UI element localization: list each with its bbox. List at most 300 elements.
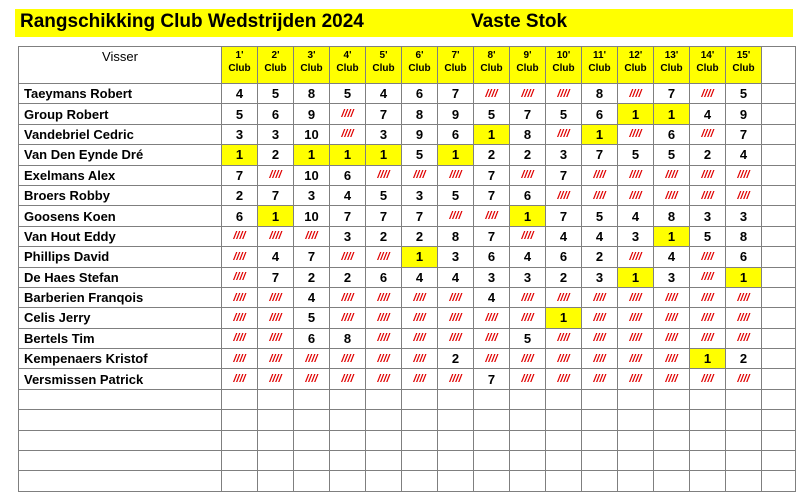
empty-cell [258,430,294,450]
score-cell: 3 [222,124,258,144]
score-cell: 8 [294,84,330,104]
score-cell: 5 [726,84,762,104]
empty-cell [762,430,796,450]
score-cell: 5 [402,145,438,165]
round-number: 3' [307,50,316,61]
header-round-8 [474,47,510,84]
round-number: 13' [664,50,679,61]
empty-cell [582,430,618,450]
score-cell: //// [618,165,654,185]
empty-cell [690,389,726,409]
empty-cell [402,471,438,491]
score-cell: 7 [546,165,582,185]
score-cell: //// [258,349,294,369]
score-cell: //// [402,308,438,328]
score-cell: //// [474,84,510,104]
round-number: 4' [343,50,352,61]
score-cell: //// [330,247,366,267]
empty-cell [546,451,582,471]
score-cell: 7 [546,206,582,226]
empty-cell [258,471,294,491]
angler-name: Exelmans Alex [19,165,222,185]
empty-cell [510,389,546,409]
score-cell: 5 [690,226,726,246]
angler-name: Vandebriel Cedric [19,124,222,144]
empty-cell [474,451,510,471]
score-cell: 5 [438,185,474,205]
score-cell: //// [222,328,258,348]
score-cell: //// [222,226,258,246]
score-cell: 5 [366,185,402,205]
score-cell: 2 [510,145,546,165]
angler-name: Van Hout Eddy [19,226,222,246]
score-cell: 1 [726,267,762,287]
score-cell: 8 [582,84,618,104]
empty-cell [690,430,726,450]
angler-name: Celis Jerry [19,308,222,328]
empty-name-cell [19,451,222,471]
empty-row [19,389,796,409]
empty-cell [366,389,402,409]
empty-cell [690,471,726,491]
header-round-2 [258,47,294,84]
score-cell: 2 [330,267,366,287]
round-label: Club [228,63,251,74]
score-cell: 5 [474,104,510,124]
score-cell: //// [438,206,474,226]
round-label: Club [444,63,467,74]
score-cell: 7 [726,124,762,144]
score-cell: //// [510,369,546,389]
round-label: Club [372,63,395,74]
round-label: Club [660,63,683,74]
empty-cell [222,410,258,430]
table-row [19,369,796,389]
score-cell: 7 [366,104,402,124]
score-cell: //// [474,206,510,226]
score-cell: 3 [510,267,546,287]
angler-name: De Haes Stefan [19,267,222,287]
score-cell: //// [510,165,546,185]
score-cell: //// [546,124,582,144]
header-round-3 [294,47,330,84]
score-cell: 2 [402,226,438,246]
score-cell: //// [222,267,258,287]
empty-cell [510,410,546,430]
empty-cell [654,430,690,450]
score-cell: 1 [618,104,654,124]
empty-cell [546,389,582,409]
score-cell: 5 [330,84,366,104]
score-cell: 7 [402,206,438,226]
empty-cell [654,451,690,471]
score-cell: //// [618,287,654,307]
empty-cell [366,430,402,450]
empty-cell [690,410,726,430]
score-cell: //// [690,165,726,185]
empty-cell [618,430,654,450]
extra-cell [762,124,796,144]
angler-name: Taeymans Robert [19,84,222,104]
score-cell: 5 [510,328,546,348]
ranking-table [18,46,796,492]
empty-cell [654,410,690,430]
score-cell: //// [510,349,546,369]
score-cell: //// [510,287,546,307]
score-cell: //// [402,328,438,348]
score-cell: 10 [294,124,330,144]
round-number: 11' [593,50,606,61]
empty-cell [654,471,690,491]
score-cell: 2 [582,247,618,267]
score-cell: //// [366,247,402,267]
score-cell: 6 [582,104,618,124]
score-cell: //// [618,308,654,328]
score-cell: 1 [474,124,510,144]
score-cell: //// [294,349,330,369]
round-label: Club [732,63,755,74]
score-cell: 1 [510,206,546,226]
extra-cell [762,226,796,246]
angler-name: Goosens Koen [19,206,222,226]
score-cell: 4 [546,226,582,246]
score-cell: 7 [510,104,546,124]
round-label: Club [552,63,575,74]
score-cell: //// [618,185,654,205]
score-cell: //// [402,165,438,185]
empty-cell [438,389,474,409]
score-cell: 3 [654,267,690,287]
score-cell: 6 [258,104,294,124]
score-cell: 1 [654,226,690,246]
score-cell: //// [654,349,690,369]
header-round-5 [366,47,402,84]
round-number: 1' [235,50,244,61]
score-cell: //// [546,328,582,348]
header-row [19,47,796,84]
empty-cell [546,410,582,430]
empty-cell [546,471,582,491]
score-cell: 3 [438,247,474,267]
table-row [19,308,796,328]
table-row [19,247,796,267]
header-extra [762,47,796,84]
round-label: Club [264,63,287,74]
score-cell: 1 [258,206,294,226]
score-cell: //// [330,104,366,124]
empty-cell [582,451,618,471]
score-cell: //// [582,185,618,205]
extra-cell [762,287,796,307]
score-cell: 7 [258,185,294,205]
header-round-1 [222,47,258,84]
score-cell: 1 [582,124,618,144]
score-cell: //// [294,226,330,246]
empty-cell [222,389,258,409]
empty-cell [222,471,258,491]
empty-cell [474,430,510,450]
score-cell: 10 [294,165,330,185]
empty-cell [330,471,366,491]
score-cell: //// [654,369,690,389]
round-number: 12' [628,50,643,61]
score-cell: 2 [294,267,330,287]
score-cell: 3 [402,185,438,205]
score-cell: 2 [222,185,258,205]
score-cell: 8 [510,124,546,144]
empty-cell [582,410,618,430]
score-cell: 1 [402,247,438,267]
empty-name-cell [19,430,222,450]
round-number: 9' [523,50,532,61]
score-cell: //// [618,349,654,369]
round-number: 10' [556,50,571,61]
empty-cell [618,451,654,471]
empty-cell [330,430,366,450]
score-cell: //// [546,369,582,389]
score-cell: 3 [726,206,762,226]
empty-cell [474,471,510,491]
score-cell: 6 [438,124,474,144]
round-label: Club [696,63,719,74]
empty-cell [438,430,474,450]
extra-cell [762,328,796,348]
score-cell: 4 [294,287,330,307]
score-cell: 6 [330,165,366,185]
score-cell: //// [366,328,402,348]
score-cell: //// [690,369,726,389]
header-round-12 [618,47,654,84]
score-cell: 6 [474,247,510,267]
extra-cell [762,308,796,328]
extra-cell [762,145,796,165]
extra-cell [762,185,796,205]
score-cell: 9 [726,104,762,124]
score-cell: 6 [726,247,762,267]
score-cell: //// [690,124,726,144]
score-cell: 4 [618,206,654,226]
score-cell: //// [654,308,690,328]
score-cell: 4 [402,267,438,287]
score-cell: //// [690,308,726,328]
score-cell: 4 [366,84,402,104]
empty-cell [762,410,796,430]
empty-cell [294,471,330,491]
angler-name: Broers Robby [19,185,222,205]
score-cell: 6 [546,247,582,267]
score-cell: //// [582,287,618,307]
score-cell: 8 [330,328,366,348]
angler-name: Van Den Eynde Dré [19,145,222,165]
score-cell: 1 [222,145,258,165]
round-label: Club [516,63,539,74]
empty-cell [726,389,762,409]
empty-cell [726,430,762,450]
score-cell: 5 [618,145,654,165]
round-label: Club [588,63,611,74]
score-cell: 7 [582,145,618,165]
round-label: Club [624,63,647,74]
score-cell: //// [438,328,474,348]
empty-name-cell [19,410,222,430]
empty-cell [258,389,294,409]
score-cell: //// [474,349,510,369]
score-cell: //// [690,247,726,267]
score-cell: //// [546,185,582,205]
score-cell: 1 [654,104,690,124]
score-cell: 10 [294,206,330,226]
score-cell: 4 [258,247,294,267]
score-cell: //// [618,369,654,389]
empty-cell [366,410,402,430]
score-cell: 4 [726,145,762,165]
score-cell: //// [294,369,330,389]
score-cell: //// [330,287,366,307]
score-cell: //// [726,287,762,307]
extra-cell [762,206,796,226]
angler-name: Phillips David [19,247,222,267]
score-cell: 3 [618,226,654,246]
score-cell: //// [258,226,294,246]
extra-cell [762,267,796,287]
score-cell: 7 [366,206,402,226]
score-cell: //// [366,165,402,185]
table-row [19,328,796,348]
score-cell: 5 [258,84,294,104]
score-cell: //// [546,287,582,307]
score-cell: 4 [222,84,258,104]
score-cell: 8 [438,226,474,246]
score-cell: 2 [690,145,726,165]
score-cell: //// [618,124,654,144]
score-cell: 7 [474,185,510,205]
score-cell: 5 [294,308,330,328]
table-row [19,84,796,104]
score-cell: //// [510,226,546,246]
angler-name: Kempenaers Kristof [19,349,222,369]
empty-row [19,410,796,430]
score-cell: 7 [222,165,258,185]
score-cell: //// [654,165,690,185]
score-cell: //// [366,369,402,389]
score-cell: 5 [546,104,582,124]
score-cell: 3 [294,185,330,205]
score-cell: 6 [402,84,438,104]
score-cell: 1 [618,267,654,287]
score-cell: 7 [294,247,330,267]
score-cell: //// [510,84,546,104]
score-cell: 8 [654,206,690,226]
score-cell: //// [582,308,618,328]
score-cell: //// [438,165,474,185]
score-cell: //// [654,328,690,348]
score-cell: //// [690,185,726,205]
score-cell: //// [330,349,366,369]
table-row [19,267,796,287]
header-round-10 [546,47,582,84]
score-cell: 3 [690,206,726,226]
empty-cell [546,430,582,450]
score-cell: //// [582,165,618,185]
empty-cell [726,410,762,430]
score-cell: 6 [654,124,690,144]
score-cell: //// [690,328,726,348]
score-cell: //// [474,308,510,328]
empty-cell [438,471,474,491]
empty-name-cell [19,471,222,491]
empty-cell [618,471,654,491]
score-cell: //// [582,369,618,389]
score-cell: //// [510,308,546,328]
score-cell: //// [366,287,402,307]
empty-cell [294,410,330,430]
empty-cell [402,410,438,430]
empty-cell [474,410,510,430]
table-row [19,124,796,144]
empty-cell [366,451,402,471]
table-row [19,165,796,185]
score-cell: 6 [222,206,258,226]
score-cell: 1 [366,145,402,165]
score-cell: //// [402,369,438,389]
round-number: 6' [415,50,424,61]
score-cell: 3 [330,226,366,246]
score-cell: 4 [474,287,510,307]
empty-cell [582,389,618,409]
empty-cell [510,471,546,491]
empty-cell [510,430,546,450]
score-cell: //// [438,308,474,328]
score-cell: 3 [582,267,618,287]
empty-cell [402,389,438,409]
round-number: 14' [700,50,715,61]
score-cell: //// [546,84,582,104]
extra-cell [762,349,796,369]
score-cell: //// [402,287,438,307]
score-cell: 4 [582,226,618,246]
score-cell: //// [726,308,762,328]
header-round-9 [510,47,546,84]
empty-cell [762,389,796,409]
empty-cell [294,451,330,471]
score-cell: 6 [366,267,402,287]
title-bar [15,9,793,37]
score-cell: //// [258,369,294,389]
extra-cell [762,165,796,185]
empty-cell [438,410,474,430]
score-cell: 3 [546,145,582,165]
table-row [19,145,796,165]
round-number: 8' [487,50,496,61]
score-cell: //// [618,84,654,104]
empty-cell [438,451,474,471]
page-subtitle: Vaste Stok [471,11,568,32]
empty-cell [726,471,762,491]
empty-cell [402,451,438,471]
score-cell: //// [222,247,258,267]
header-round-4 [330,47,366,84]
score-cell: 5 [222,104,258,124]
empty-name-cell [19,389,222,409]
score-cell: //// [258,165,294,185]
score-cell: 8 [402,104,438,124]
table-row [19,226,796,246]
score-cell: //// [330,308,366,328]
score-cell: //// [618,328,654,348]
round-label: Club [336,63,359,74]
score-cell: 4 [690,104,726,124]
empty-cell [294,430,330,450]
